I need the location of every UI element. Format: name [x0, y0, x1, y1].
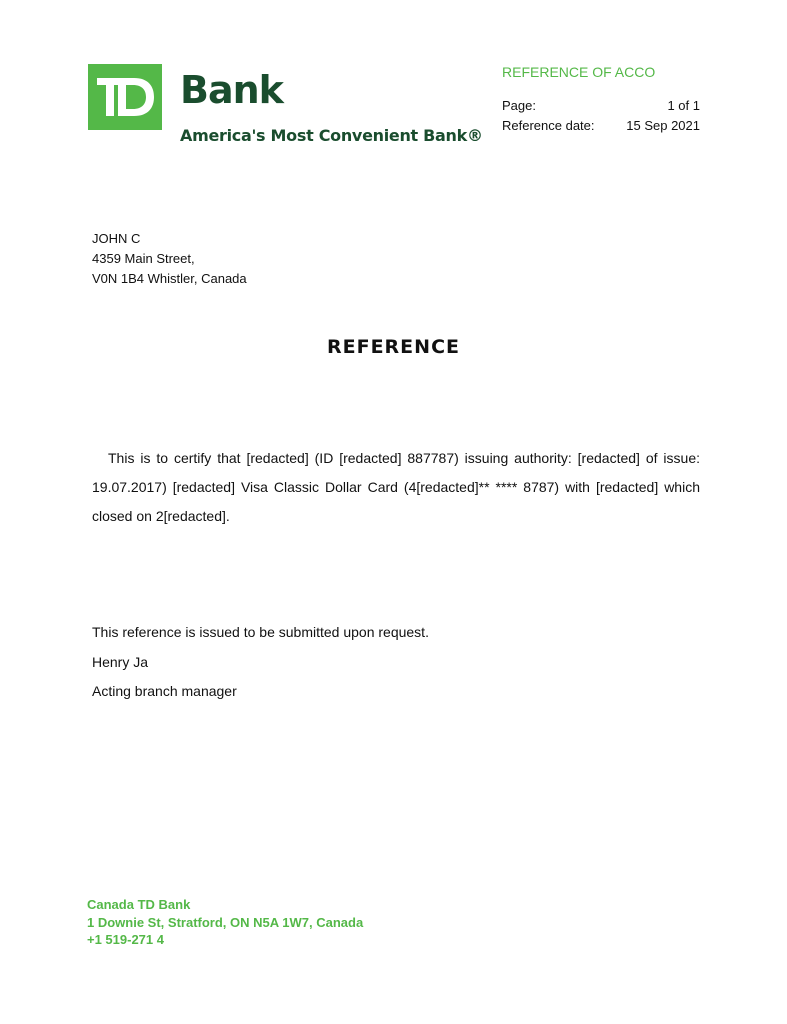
- brand-wordmark: Bank: [180, 68, 283, 112]
- page-row: [502, 98, 700, 113]
- closing-statement: This reference is issued to be submitted upon request.: [92, 624, 429, 640]
- footer-address: 1 Downie St, Stratford, ON N5A 1W7, Canada: [87, 914, 364, 930]
- page-label: Page:: [502, 98, 536, 113]
- recipient-city: V0N 1B4 Whistler, Canada: [92, 271, 247, 286]
- brand-tagline: America's Most Convenient Bank®: [180, 126, 483, 145]
- document-title: REFERENCE: [326, 336, 460, 358]
- recipient-address: [92, 229, 247, 289]
- reference-date-row: [502, 118, 700, 133]
- footer-phone: +1 519-271 4: [87, 932, 164, 947]
- td-logo-icon: [88, 64, 162, 130]
- recipient-street: 4359 Main Street,: [92, 251, 195, 266]
- page-value: 1 of 1: [667, 98, 700, 113]
- footer-company: Canada TD Bank: [87, 897, 191, 912]
- reference-date-label: Reference date:: [502, 118, 595, 133]
- reference-date-value: 15 Sep 2021: [626, 118, 700, 133]
- certification-paragraph: This is to certify that [redacted] (ID [redacted] 887787) issuing authority: [redacted] of issue: 19.07.2017) [redacted] Visa Classic Dollar Card (4[redacted]** **** 8787) with [redacted] which closed on 2[redacted].: [92, 450, 700, 524]
- signer-role: Acting branch manager: [92, 683, 237, 699]
- closing-block: [92, 618, 429, 707]
- td-logo-mark: [88, 64, 162, 130]
- signer-name: Henry Ja: [92, 653, 149, 670]
- recipient-name: JOHN C: [92, 231, 141, 246]
- footer-contact: [87, 896, 363, 949]
- reference-heading: REFERENCE OF ACCO: [502, 64, 656, 80]
